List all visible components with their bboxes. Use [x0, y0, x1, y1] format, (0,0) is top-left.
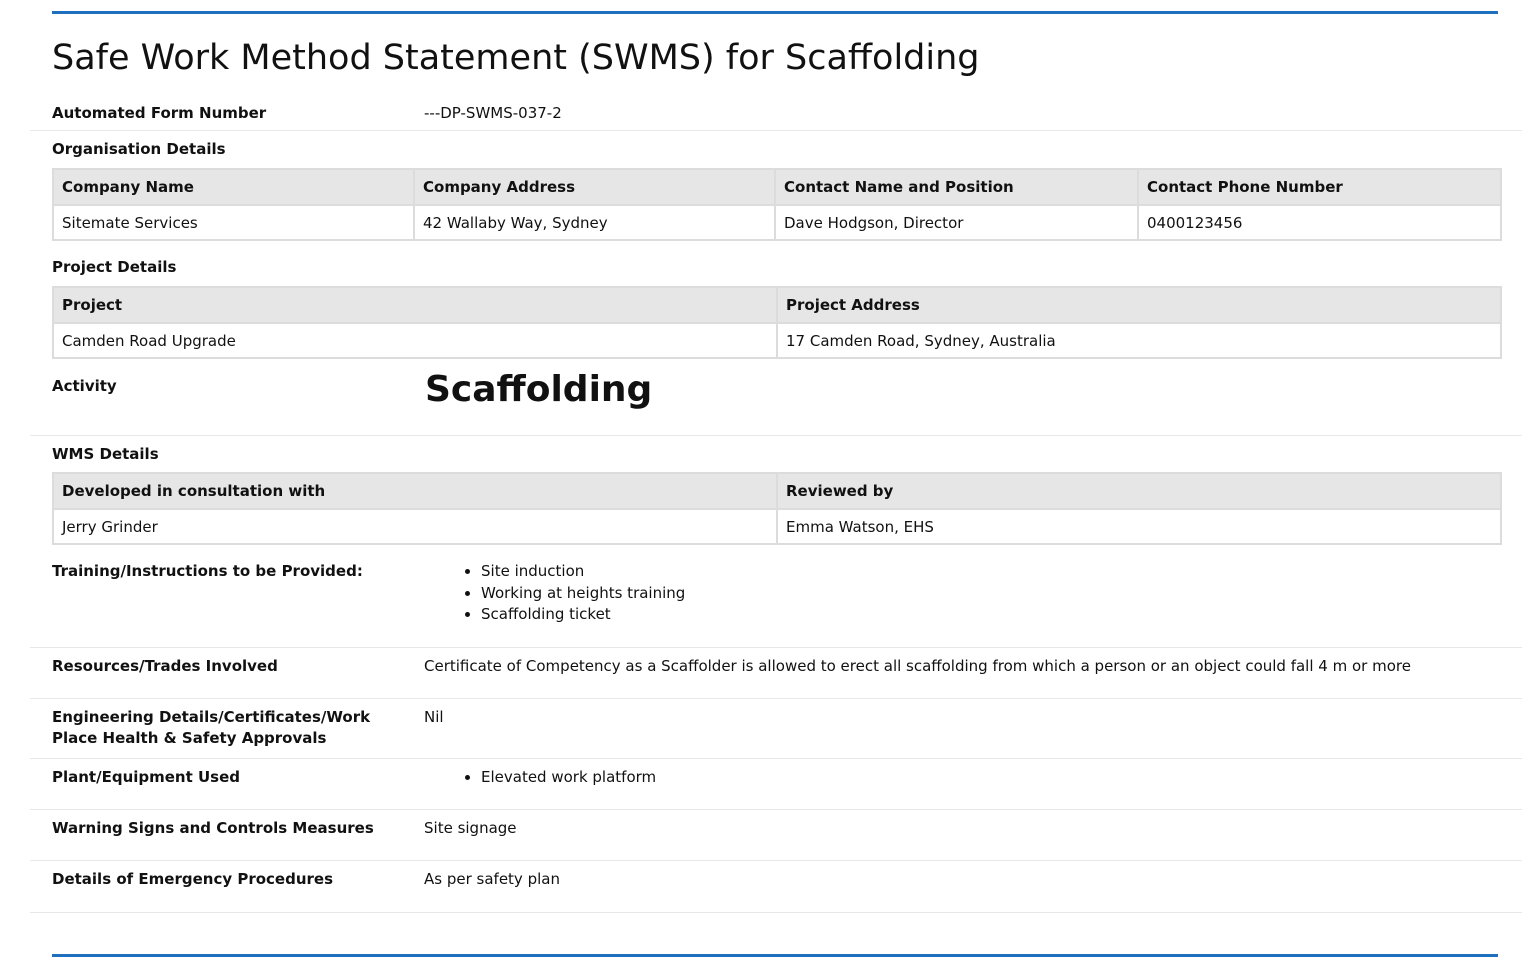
divider	[30, 809, 1522, 810]
resources-label: Resources/Trades Involved	[52, 657, 278, 675]
plant-label: Plant/Equipment Used	[52, 768, 241, 786]
divider	[30, 758, 1522, 759]
emergency-value: As per safety plan	[424, 870, 560, 888]
organisation-table	[52, 168, 1502, 241]
contact-phone-header: Contact Phone Number	[1138, 169, 1501, 205]
engineering-label: Engineering Details/Certificates/Work Place Health & Safety Approvals	[52, 708, 371, 747]
bottom-accent-rule	[52, 954, 1498, 957]
contact-name-value: Dave Hodgson, Director	[775, 205, 1138, 240]
project-address-value: 17 Camden Road, Sydney, Australia	[777, 323, 1501, 358]
top-accent-rule	[52, 11, 1498, 14]
project-address-header: Project Address	[777, 287, 1501, 323]
list-item: • Scaffolding ticket	[481, 604, 685, 626]
organisation-section-label: Organisation Details	[52, 140, 226, 158]
list-item: • Site induction	[481, 561, 685, 583]
divider	[30, 647, 1522, 648]
developed-with-value: Jerry Grinder	[53, 509, 777, 544]
page-title: Safe Work Method Statement (SWMS) for Scaffolding	[52, 38, 980, 78]
wms-table	[52, 472, 1502, 545]
company-address-value: 42 Wallaby Way, Sydney	[414, 205, 775, 240]
divider	[30, 435, 1522, 436]
reviewed-by-header: Reviewed by	[777, 473, 1501, 509]
project-value: Camden Road Upgrade	[53, 323, 777, 358]
company-address-header: Company Address	[414, 169, 775, 205]
project-header: Project	[53, 287, 777, 323]
company-name-header: Company Name	[53, 169, 414, 205]
list-item: • Working at heights training	[481, 583, 685, 605]
divider	[30, 130, 1522, 131]
wms-section-label: WMS Details	[52, 445, 159, 463]
developed-with-header: Developed in consultation with	[53, 473, 777, 509]
divider	[30, 698, 1522, 699]
list-item: • Elevated work platform	[481, 767, 656, 789]
emergency-label: Details of Emergency Procedures	[52, 870, 334, 888]
reviewed-by-value: Emma Watson, EHS	[777, 509, 1501, 544]
company-name-value: Sitemate Services	[53, 205, 414, 240]
divider	[30, 860, 1522, 861]
divider	[30, 912, 1522, 913]
form-number-label: Automated Form Number	[52, 104, 267, 122]
warning-value: Site signage	[424, 819, 517, 837]
activity-label: Activity	[52, 377, 117, 395]
engineering-value: Nil	[424, 708, 444, 726]
activity-value: Scaffolding	[425, 369, 653, 410]
training-label: Training/Instructions to be Provided:	[52, 562, 363, 580]
project-table	[52, 286, 1502, 359]
project-section-label: Project Details	[52, 258, 177, 276]
warning-label: Warning Signs and Controls Measures	[52, 819, 374, 837]
plant-list	[425, 767, 656, 789]
training-list	[425, 561, 685, 626]
form-number-value: ---DP-SWMS-037-2	[424, 104, 562, 122]
contact-name-header: Contact Name and Position	[775, 169, 1138, 205]
resources-value: Certificate of Competency as a Scaffolder is allowed to erect all scaffolding from which a person or an object could fall 4 m or more	[424, 657, 1411, 675]
contact-phone-value: 0400123456	[1138, 205, 1501, 240]
